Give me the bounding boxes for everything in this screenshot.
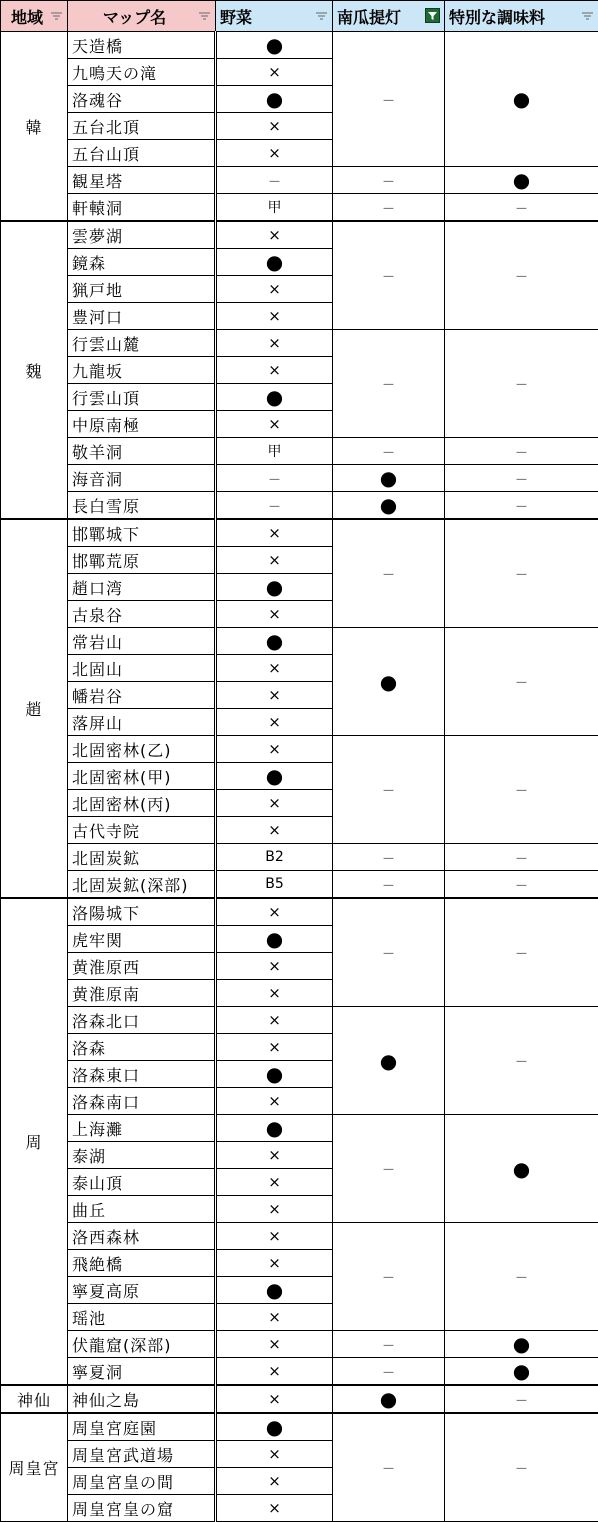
spice-cell[interactable]: － — [445, 1223, 598, 1331]
table-row — [1, 519, 598, 547]
vegetable-cell[interactable]: × — [216, 1495, 333, 1522]
lantern-header-label: 南瓜提灯 — [337, 5, 415, 28]
vegetable-cell[interactable]: ● — [216, 249, 333, 276]
vegetable-cell[interactable]: × — [216, 547, 333, 574]
spice-cell[interactable]: ● — [445, 32, 598, 167]
lantern-cell[interactable]: － — [333, 1223, 445, 1331]
lantern-cell[interactable]: － — [333, 438, 445, 465]
table-row — [1, 1223, 598, 1250]
spice-cell[interactable]: － — [445, 438, 598, 465]
map-name-cell[interactable]: 九鳴天の滝 — [68, 59, 216, 86]
vegetable-cell[interactable]: × — [216, 59, 333, 86]
region-header-label: 地域 — [11, 5, 57, 28]
map-name-cell[interactable]: 北固炭鉱 — [68, 844, 216, 871]
map-name-cell[interactable]: 行雲山頂 — [68, 384, 216, 411]
region-cell[interactable]: 趙 — [1, 519, 68, 898]
table-row — [1, 330, 598, 357]
table-row — [1, 736, 598, 763]
map-name-cell[interactable]: 猟戸地 — [68, 276, 216, 303]
map-name-cell[interactable]: 周皇宮庭園 — [68, 1413, 216, 1441]
map-name-cell[interactable]: 中原南極 — [68, 411, 216, 438]
lantern-cell[interactable]: － — [333, 736, 445, 844]
map-name-cell[interactable]: 曲丘 — [68, 1196, 216, 1223]
map-name-cell[interactable]: 黄淮原南 — [68, 980, 216, 1007]
vegetable-cell[interactable]: × — [216, 1088, 333, 1115]
vegetable-cell[interactable]: × — [216, 113, 333, 140]
vegetable-cell[interactable]: ● — [216, 574, 333, 601]
vegetable-cell[interactable]: × — [216, 1223, 333, 1250]
vegetable-header-label: 野菜 — [220, 5, 266, 28]
map-name-cell[interactable]: 泰湖 — [68, 1142, 216, 1169]
lantern-cell[interactable]: － — [333, 898, 445, 1007]
map-name-cell[interactable]: 軒轅洞 — [68, 194, 216, 222]
map-name-cell[interactable]: 敬羊洞 — [68, 438, 216, 465]
map-name-cell[interactable]: 洛森 — [68, 1034, 216, 1061]
map-name-cell[interactable]: 北固炭鉱(深部) — [68, 871, 216, 899]
map-name-cell[interactable]: 飛絶橋 — [68, 1250, 216, 1277]
map-name-cell[interactable]: 虎牢関 — [68, 926, 216, 953]
spice-cell[interactable]: ● — [445, 1115, 598, 1223]
vegetable-cell[interactable]: ● — [216, 1277, 333, 1304]
spice-cell[interactable]: － — [445, 1413, 598, 1522]
map-name-cell[interactable]: 北固密林(甲) — [68, 763, 216, 790]
map-name-cell[interactable]: 瑶池 — [68, 1304, 216, 1331]
map-name-cell[interactable]: 邯鄲城下 — [68, 519, 216, 547]
lantern-cell[interactable]: ● — [333, 465, 445, 492]
map-header-label: マップ名 — [103, 5, 180, 28]
spice-cell[interactable]: － — [445, 221, 598, 330]
map-name-cell[interactable]: 趙口湾 — [68, 574, 216, 601]
table-row — [1, 32, 598, 59]
lantern-cell[interactable]: － — [333, 871, 445, 899]
vegetable-column-header[interactable] — [216, 1, 333, 32]
lantern-cell[interactable]: － — [333, 167, 445, 194]
region-cell[interactable]: 周 — [1, 898, 68, 1385]
table-row — [1, 167, 598, 194]
vegetable-cell[interactable]: × — [216, 330, 333, 357]
table-row — [1, 221, 598, 249]
lantern-cell[interactable]: － — [333, 32, 445, 167]
map-name-cell[interactable]: 洛森南口 — [68, 1088, 216, 1115]
table-row — [1, 628, 598, 655]
filter-dropdown-icon[interactable] — [581, 10, 594, 22]
vegetable-cell[interactable]: × — [216, 1007, 333, 1034]
vegetable-cell[interactable]: × — [216, 736, 333, 763]
vegetable-cell[interactable]: × — [216, 1331, 333, 1358]
lantern-cell[interactable]: ● — [333, 1007, 445, 1115]
map-name-cell[interactable]: 天造橋 — [68, 32, 216, 59]
map-name-cell[interactable]: 伏龍窟(深部) — [68, 1331, 216, 1358]
lantern-cell[interactable]: － — [333, 1358, 445, 1386]
map-column-header[interactable] — [68, 1, 216, 32]
lantern-cell[interactable]: ● — [333, 492, 445, 520]
map-name-cell[interactable]: 五台北頂 — [68, 113, 216, 140]
lantern-cell[interactable]: － — [333, 221, 445, 330]
map-name-cell[interactable]: 観星塔 — [68, 167, 216, 194]
spice-header-label: 特別な調味料 — [449, 5, 559, 28]
vegetable-cell[interactable]: × — [216, 1385, 333, 1413]
spice-column-header[interactable] — [445, 1, 598, 32]
map-name-cell[interactable]: 落屏山 — [68, 709, 216, 736]
table-row — [1, 492, 598, 520]
vegetable-cell[interactable]: × — [216, 655, 333, 682]
map-name-cell[interactable]: 洛魂谷 — [68, 86, 216, 113]
vegetable-cell[interactable]: ● — [216, 763, 333, 790]
vegetable-cell[interactable]: × — [216, 411, 333, 438]
header-row — [1, 1, 598, 32]
vegetable-cell[interactable]: ● — [216, 384, 333, 411]
vegetable-cell[interactable]: B5 — [216, 871, 333, 899]
vegetable-cell[interactable]: × — [216, 1304, 333, 1331]
vegetable-cell[interactable]: × — [216, 1358, 333, 1386]
vegetable-cell[interactable]: × — [216, 1441, 333, 1468]
vegetable-cell[interactable]: × — [216, 898, 333, 926]
region-cell[interactable]: 韓 — [1, 32, 68, 222]
region-column-header[interactable] — [1, 1, 68, 32]
map-name-cell[interactable]: 常岩山 — [68, 628, 216, 655]
vegetable-cell[interactable]: × — [216, 1468, 333, 1495]
vegetable-cell[interactable]: ● — [216, 1061, 333, 1088]
map-name-cell[interactable]: 古泉谷 — [68, 601, 216, 628]
vegetable-cell[interactable]: × — [216, 709, 333, 736]
vegetable-cell[interactable]: B2 — [216, 844, 333, 871]
map-name-cell[interactable]: 周皇宮皇の間 — [68, 1468, 216, 1495]
region-cell[interactable]: 周皇宮 — [1, 1413, 68, 1522]
table-row — [1, 1413, 598, 1441]
vegetable-cell[interactable]: × — [216, 303, 333, 330]
map-name-cell[interactable]: 九龍坂 — [68, 357, 216, 384]
lantern-cell[interactable]: － — [333, 519, 445, 628]
lantern-cell[interactable]: － — [333, 1115, 445, 1223]
table-row — [1, 844, 598, 871]
map-name-cell[interactable]: 海音洞 — [68, 465, 216, 492]
vegetable-cell[interactable]: － — [216, 167, 333, 194]
vegetable-cell[interactable]: × — [216, 221, 333, 249]
vegetable-cell[interactable]: × — [216, 1250, 333, 1277]
vegetable-cell[interactable]: × — [216, 1169, 333, 1196]
vegetable-cell[interactable]: × — [216, 519, 333, 547]
map-name-cell[interactable]: 北固密林(丙) — [68, 790, 216, 817]
table-row — [1, 1358, 598, 1386]
lantern-cell[interactable]: ● — [333, 628, 445, 736]
map-name-cell[interactable]: 周皇宮皇の窟 — [68, 1495, 216, 1522]
table-row — [1, 1385, 598, 1413]
table-row — [1, 1007, 598, 1034]
vegetable-cell[interactable]: × — [216, 140, 333, 167]
vegetable-cell[interactable]: × — [216, 276, 333, 303]
map-name-cell[interactable]: 周皇宮武道場 — [68, 1441, 216, 1468]
spice-cell[interactable]: － — [445, 519, 598, 628]
spice-cell[interactable]: － — [445, 1007, 598, 1115]
map-name-cell[interactable]: 上海灘 — [68, 1115, 216, 1142]
table-row — [1, 898, 598, 926]
vegetable-cell[interactable]: × — [216, 953, 333, 980]
table-body — [1, 32, 598, 1522]
lantern-cell[interactable]: － — [333, 844, 445, 871]
map-name-cell[interactable]: 古代寺院 — [68, 817, 216, 844]
map-name-cell[interactable]: 洛森東口 — [68, 1061, 216, 1088]
spice-cell[interactable]: ● — [445, 1331, 598, 1358]
map-name-cell[interactable]: 寧夏洞 — [68, 1358, 216, 1386]
filter-dropdown-icon[interactable] — [315, 10, 328, 22]
table-row — [1, 1331, 598, 1358]
vegetable-cell[interactable]: × — [216, 1196, 333, 1223]
lantern-cell[interactable]: － — [333, 1331, 445, 1358]
vegetable-cell[interactable]: × — [216, 682, 333, 709]
spice-cell[interactable]: － — [445, 1385, 598, 1413]
vegetable-cell[interactable]: × — [216, 817, 333, 844]
vegetable-cell[interactable]: 甲 — [216, 194, 333, 222]
map-name-cell[interactable]: 邯鄲荒原 — [68, 547, 216, 574]
vegetable-cell[interactable]: ● — [216, 86, 333, 113]
table-row — [1, 1115, 598, 1142]
map-name-cell[interactable]: 黄淮原西 — [68, 953, 216, 980]
map-name-cell[interactable]: 幡岩谷 — [68, 682, 216, 709]
spice-cell[interactable]: － — [445, 628, 598, 736]
spice-cell[interactable]: － — [445, 465, 598, 492]
spice-cell[interactable]: ● — [445, 1358, 598, 1386]
filter-active-icon[interactable] — [425, 8, 440, 23]
map-name-cell[interactable]: 北固密林(乙) — [68, 736, 216, 763]
vegetable-cell[interactable]: ● — [216, 32, 333, 59]
filter-dropdown-icon[interactable] — [198, 10, 211, 22]
vegetable-cell[interactable]: ● — [216, 1413, 333, 1441]
map-name-cell[interactable]: 洛西森林 — [68, 1223, 216, 1250]
lantern-cell[interactable]: － — [333, 1413, 445, 1522]
region-cell[interactable]: 魏 — [1, 221, 68, 519]
vegetable-cell[interactable]: 甲 — [216, 438, 333, 465]
table-row — [1, 194, 598, 222]
spice-cell[interactable]: － — [445, 898, 598, 1007]
lantern-cell[interactable]: － — [333, 194, 445, 222]
vegetable-cell[interactable]: × — [216, 1142, 333, 1169]
filter-dropdown-icon[interactable] — [50, 10, 63, 22]
map-name-cell[interactable]: 長白雪原 — [68, 492, 216, 520]
vegetable-cell[interactable]: × — [216, 357, 333, 384]
map-name-cell[interactable]: 豊河口 — [68, 303, 216, 330]
map-name-cell[interactable]: 泰山頂 — [68, 1169, 216, 1196]
map-name-cell[interactable]: 鏡森 — [68, 249, 216, 276]
map-name-cell[interactable]: 雲夢湖 — [68, 221, 216, 249]
vegetable-cell[interactable]: － — [216, 492, 333, 520]
vegetable-cell[interactable]: － — [216, 465, 333, 492]
lantern-cell[interactable]: ● — [333, 1385, 445, 1413]
map-name-cell[interactable]: 寧夏高原 — [68, 1277, 216, 1304]
map-name-cell[interactable]: 五台山頂 — [68, 140, 216, 167]
spice-cell[interactable]: － — [445, 194, 598, 222]
spice-cell[interactable]: ● — [445, 167, 598, 194]
vegetable-cell[interactable]: ● — [216, 1115, 333, 1142]
vegetable-cell[interactable]: × — [216, 980, 333, 1007]
map-name-cell[interactable]: 行雲山麓 — [68, 330, 216, 357]
spice-cell[interactable]: － — [445, 492, 598, 520]
vegetable-cell[interactable]: ● — [216, 628, 333, 655]
table-row — [1, 465, 598, 492]
table-row — [1, 871, 598, 899]
vegetable-cell[interactable]: × — [216, 1034, 333, 1061]
map-name-cell[interactable]: 洛陽城下 — [68, 898, 216, 926]
vegetable-cell[interactable]: × — [216, 601, 333, 628]
table-row — [1, 438, 598, 465]
spice-cell[interactable]: － — [445, 330, 598, 438]
vegetable-cell[interactable]: ● — [216, 926, 333, 953]
spice-cell[interactable]: － — [445, 736, 598, 844]
lantern-column-header[interactable] — [333, 1, 445, 32]
region-cell[interactable]: 神仙 — [1, 1385, 68, 1413]
vegetable-cell[interactable]: × — [216, 790, 333, 817]
spice-cell[interactable]: － — [445, 844, 598, 871]
lantern-cell[interactable]: － — [333, 330, 445, 438]
map-name-cell[interactable]: 神仙之島 — [68, 1385, 216, 1413]
map-name-cell[interactable]: 北固山 — [68, 655, 216, 682]
spice-cell[interactable]: － — [445, 871, 598, 899]
map-name-cell[interactable]: 洛森北口 — [68, 1007, 216, 1034]
